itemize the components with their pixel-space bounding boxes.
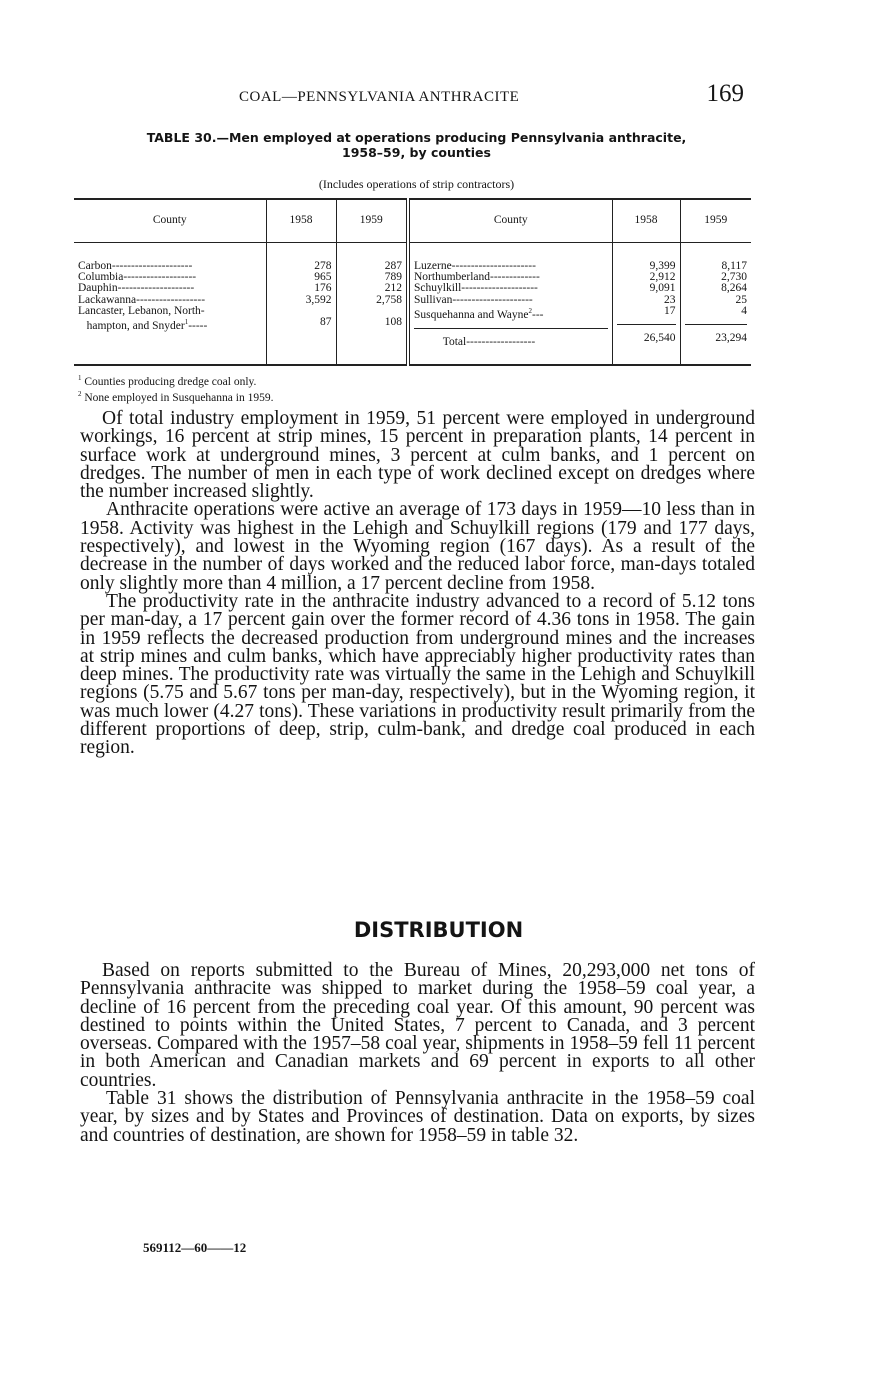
running-head: COAL—PENNSYLVANIA ANTHRACITE: [239, 89, 520, 105]
footnote-2: $^2$ None employed in Susquehanna in 1959.: [78, 389, 274, 404]
county-schuylkill: Schuylkill--------------------: [414, 282, 538, 295]
table-subcaption: (Includes operations of strip contractors): [318, 177, 515, 191]
county-northumberland: Northumberland-------------: [414, 271, 540, 284]
county-dauphin: Dauphin--------------------: [78, 282, 195, 295]
county-lackawanna: Lackawanna------------------: [78, 293, 206, 306]
page-header: [74, 80, 754, 114]
left-county-cell: [74, 243, 266, 366]
header-1959-right: 1959: [680, 199, 751, 243]
table-caption-line2: 1958–59, by counties: [342, 145, 491, 160]
left-1958-cell: 278 965 176 3,592 87: [266, 243, 336, 366]
county-lancaster-line2: hampton, and Snyder$^1$-----: [86, 318, 208, 332]
employment-table: [74, 198, 751, 366]
header-county-right: County: [408, 199, 612, 243]
table-body-row: [74, 243, 751, 366]
page-number: 169: [706, 80, 744, 107]
distribution-text: [80, 962, 755, 1145]
right-1958-cell: 9,399 2,912 9,091 23 17 26,540: [612, 243, 680, 366]
table-header-row: [74, 199, 751, 243]
county-lancaster-line1: Lancaster, Lebanon, North-: [78, 304, 205, 317]
print-code: 569112—60——12: [143, 1240, 247, 1255]
table-caption-line1: TABLE 30.—Men employed at operations producing Pennsylvania anthracite,: [146, 130, 687, 145]
employment-text: [80, 410, 755, 758]
table-caption: [74, 130, 759, 160]
county-sullivan: Sullivan---------------------: [414, 293, 533, 306]
section-heading: DISTRIBUTION: [353, 918, 524, 942]
county-columbia: Columbia-------------------: [78, 271, 197, 284]
paragraph-employment: Of total industry employment in 1959, 51 percent were employed in underground workings, 16 percent at strip mines, 15 percent in preparation plants, 14 percent in surface work at underground mines, 3 percent at culm banks, and 1 percent on dredges. The number of men in each type of work declined except on dredges where the number increased slightly.: [80, 408, 755, 503]
total-1958: 26,540: [617, 324, 676, 344]
paragraph-operations: Anthracite operations were active an average of 173 days in 1959—10 less than in 1958. Activity was highest in the Lehigh and Schuylkill regions (179 and 177 days, respectively), and lowest in the Wyoming region (167 days). As a result of the decrease in the number of days worked and the reduced labor force, man-days totaled only slightly more than 4 million, a 17 percent decline from 1958.: [80, 499, 755, 594]
paragraph-productivity: The productivity rate in the anthracite industry advanced to a record of 5.12 tons per man-day, a 17 percent gain over the former record of 4.36 tons in 1958. The gain in 1959 reflects the decreased production from underground mines and the increases at strip mines and culm banks, which have appreciably higher productivity rates than deep mines. The productivity rate was virtually the same in the Lehigh and Schuylkill regions (5.75 and 5.67 tons per man-day, respectively), but in the Wyoming region, it was much lower (4.27 tons). These variations in productivity result primarily from the different proportions of deep, strip, culm-bank, and dredge coal produced in each region.: [80, 590, 755, 759]
header-1959-left: 1959: [336, 199, 408, 243]
header-1958-left: 1958: [266, 199, 336, 243]
footnote-1: $^1$ Counties producing dredge coal only.: [78, 374, 257, 388]
total-label: Total------------------: [414, 328, 608, 348]
paragraph-shipments: Based on reports submitted to the Bureau of Mines, 20,293,000 net tons of Pennsylvania anthracite was shipped to market during the 1958–59 coal year, a decline of 16 percent from the preceding coal year. Of this amount, 90 percent was destined to points within the United States, 7 percent to Canada, and 3 percent overseas. Compared with the 1957–58 coal year, shipments in 1958–59 fell 11 percent in both American and Canadian markets and 69 percent in exports to all other countries.: [80, 960, 755, 1091]
header-county-left: County: [74, 199, 266, 243]
left-1959-cell: 287 789 212 2,758 108: [336, 243, 408, 366]
right-1959-cell: 8,117 2,730 8,264 25 4 23,294: [680, 243, 751, 366]
total-1959: 23,294: [685, 324, 748, 344]
table-footnotes: [78, 372, 273, 404]
right-county-cell: [408, 243, 612, 366]
county-luzerne: Luzerne----------------------: [414, 260, 536, 272]
county-susquehanna: Susquehanna and Wayne$^2$---: [414, 306, 544, 321]
county-carbon: Carbon---------------------: [78, 260, 193, 272]
paragraph-table31: Table 31 shows the distribution of Pennsylvania anthracite in the 1958–59 coal year, by sizes and by States and Provinces of destination. Data on exports, by sizes and countries of destination, are shown for 1958–59 in table 32.: [80, 1088, 755, 1146]
header-1958-right: 1958: [612, 199, 680, 243]
